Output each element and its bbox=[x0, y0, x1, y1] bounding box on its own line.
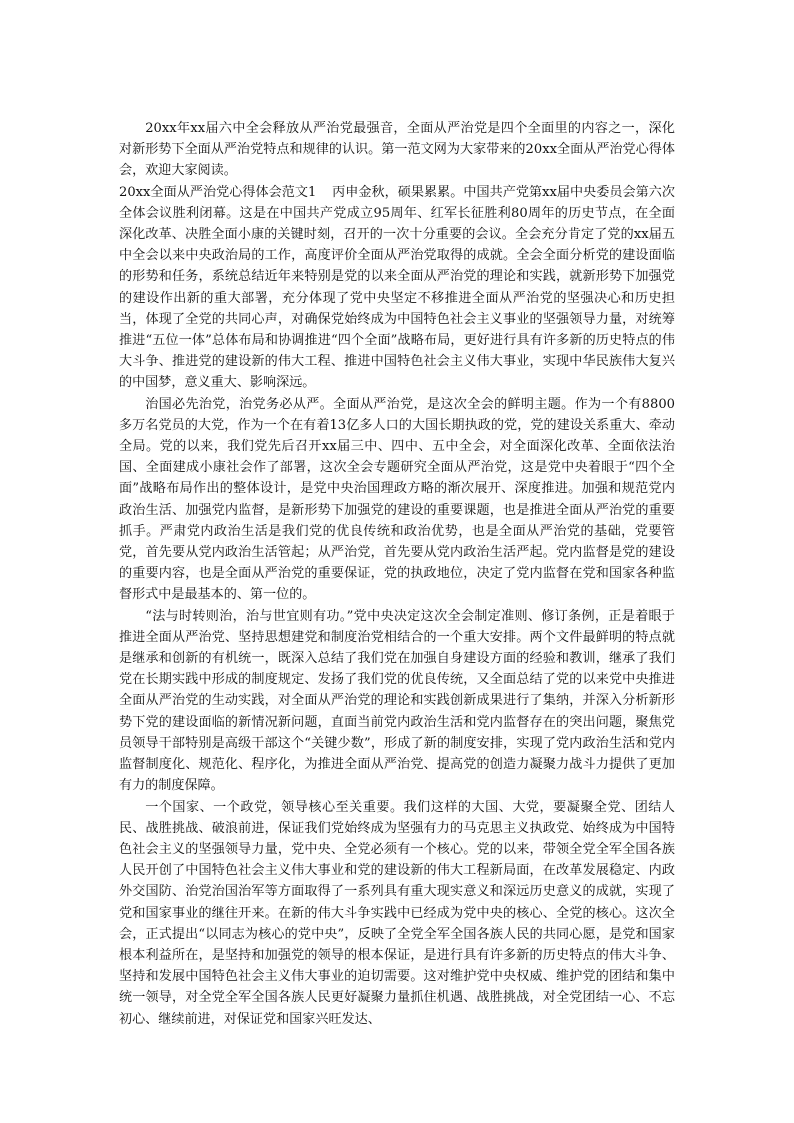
intro-paragraph: 20xx年xx届六中全会释放从严治党最强音，全面从严治党是四个全面里的内容之一，深化对新形势下全面从严治党特点和规律的认识。第一范文网为大家带来的20xx全面从严治党心得体会，欢迎大家阅读。 bbox=[119, 121, 675, 179]
paragraph-1: 丙申金秋，硕果累累。中国共产党第xx届中央委员会第六次全体会议胜利闭幕。这是在中国共产党成立95周年、红军长征胜利80周年的历史节点，在全面深化改革、决胜全面小康的关键时刻，召开的一次十分重要的会议。全会充分肯定了党的xx届五中全会以来中央政治局的工作，高度评价全面从严治党取得的成就。全会全面分析党的建设面临的形势和任务，系统总结近年来特别是党的以来全面从严治党的理论和实践，就新形势下加强党的建设作出新的重大部署，充分体现了党中央坚定不移推进全面从严治党的坚强决心和历史担当，体现了全党的共同心声，对确保党始终成为中国特色社会主义事业的坚强领导力量，对统筹推进“五位一体”总体布局和协调推进“四个全面”战略布局，更好进行具有许多新的历史特点的伟大斗争、推进党的建设新的伟大工程、推进中国特色社会主义伟大事业，实现中华民族伟大复兴的中国梦，意义重大、影响深远。 bbox=[119, 184, 675, 391]
article-title: 20xx全面从严治党心得体会范文1 bbox=[119, 184, 317, 200]
paragraph-4: 一个国家、一个政党，领导核心至关重要。我们这样的大国、大党，要凝聚全党、团结人民、战胜挑战、破浪前进，保证我们党始终成为坚强有力的马克思主义执政党、始终成为中国特色社会主义的坚强领导力量，党中央、全党必须有一个核心。党的以来，带领全党全军全国各族人民开创了中国特色社会主义伟大事业和党的建设新的伟大工程新局面，在改革发展稳定、内政外交国防、治党治国治军等方面取得了一系列具有重大现实意义和深远历史意义的成就，实现了党和国家事业的继往开来。在新的伟大斗争实践中已经成为党中央的核心、全党的核心。这次全会，正式提出“以同志为核心的党中央”，反映了全党全军全国各族人民的共同心愿，是党和国家根本利益所在，是坚持和加强党的领导的根本保证，是进行具有许多新的历史特点的伟大斗争、坚持和发展中国特色社会主义伟大事业的迫切需要。这对维护党中央权威、维护党的团结和集中统一领导，对全党全军全国各族人民更好凝聚力量抓住机遇、战胜挑战，对全党团结一心、不忘初心、继续前进，对保证党和国家兴旺发达、 bbox=[119, 799, 675, 1027]
document-page bbox=[119, 118, 675, 1030]
paragraph-2: 治国必先治党，治党务必从严。全面从严治党，是这次全会的鲜明主题。作为一个有8800多万名党员的大党，作为一个在有着13亿多人口的大国长期执政的党，党的建设关系重大、牵动全局。党的以来，我们党先后召开xx届三中、四中、五中全会，对全面深化改革、全面依法治国、全面建成小康社会作了部署，这次全会专题研究全面从严治党，这是党中央着眼于“四个全面”战略布局作出的整体设计，是党中央治国理政方略的渐次展开、深度推进。加强和规范党内政治生活、加强党内监督，是新形势下加强党的建设的重要课题，也是推进全面从严治党的重要抓手。严肃党内政治生活是我们党的优良传统和政治优势，也是全面从严治党的基础，党要管党，首先要从党内政治生活管起；从严治党，首先要从党内政治生活严起。党内监督是党的建设的重要内容，也是全面从严治党的重要保证，党的执政地位，决定了党内监督在党和国家各种监督形式中是最基本的、第一位的。 bbox=[119, 396, 675, 603]
paragraph-3: “法与时转则治，治与世宜则有功。”党中央决定这次全会制定准则、修订条例，正是着眼于推进全面从严治党、坚持思想建党和制度治党相结合的一个重大安排。两个文件最鲜明的特点就是继承和创新的有机统一，既深入总结了我们党在加强自身建设方面的经验和教训，继承了我们党在长期实践中形成的制度规定、发扬了我们党的优良传统，又全面总结了党的以来党中央推进全面从严治党的生动实践，对全面从严治党的理论和实践创新成果进行了集纳，并深入分析新形势下党的建设面临的新情况新问题，直面当前党内政治生活和党内监督存在的突出问题，聚焦党员领导干部特别是高级干部这个“关键少数”，形成了新的制度安排，实现了党内政治生活和党内监督制度化、规范化、程序化，为推进全面从严治党、提高党的创造力凝聚力战斗力提供了更加有力的制度保障。 bbox=[119, 608, 675, 794]
article-first-paragraph bbox=[119, 182, 675, 394]
